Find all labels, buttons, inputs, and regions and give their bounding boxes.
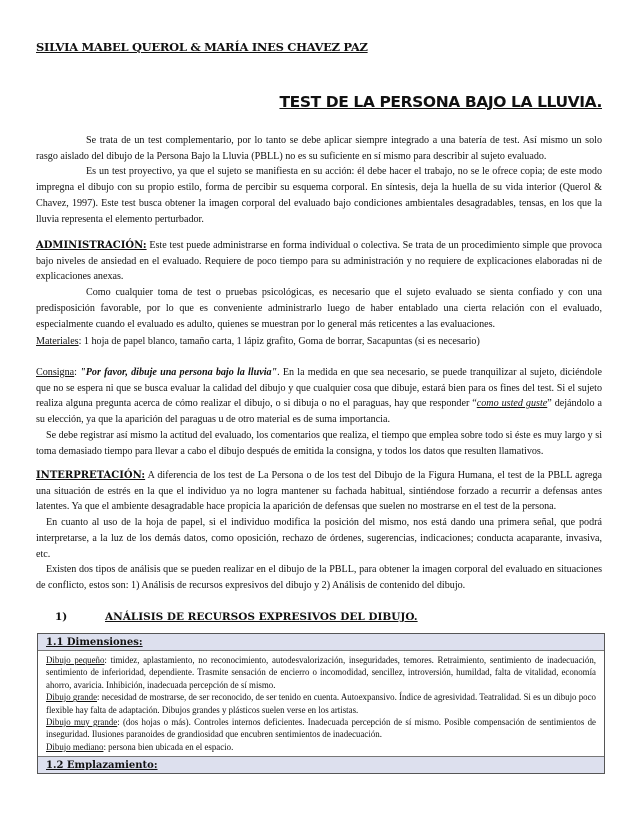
authors-header: SILVIA MABEL QUEROL & MARÍA INES CHAVEZ PAZ <box>36 40 368 54</box>
table-row <box>46 741 596 753</box>
consigna-colon: : <box>74 367 81 378</box>
analysis-table <box>37 633 605 774</box>
section-1-number: 1) <box>55 611 68 623</box>
section-1-heading <box>55 611 418 623</box>
intro-paragraph-2: Es un test proyectivo, ya que el sujeto se manifiesta en su acción: él debe hacer el trabajo, no se le ofrece copia; de este modo impregna el dibujo con su propio estilo, forma de percibir su esquema corporal. En síntesis, deja la huella de su vida interior (Querol & Chavez, 1997). Este test busca obtener la imagen corporal del evaluado bajo condiciones ambientales desagradables, tensas, en los que la lluvia representa el elemento perturbador. <box>36 166 602 225</box>
consigna-paragraph-2: Se debe registrar así mismo la actitud del evaluado, los comentarios que realiza, el tiempo que emplea sobre todo si éste es muy largo y si toma demasiado tiempo para llevar a cabo el dibujo después de emitida la consigna, y todos los datos que resulten llamativos. <box>36 429 602 457</box>
table-head-emplazamiento <box>38 757 604 773</box>
table-head-dimensiones-text: 1.1 Dimensiones: <box>46 637 143 648</box>
consigna-label: Consigna <box>36 367 75 378</box>
administracion-label: ADMINISTRACIÓN: <box>36 240 147 251</box>
materiales-label: Materiales <box>36 336 79 347</box>
row-label: Dibujo muy grande <box>46 717 118 728</box>
table-row <box>46 691 596 716</box>
administracion-paragraph-2: Como cualquier toma de test o pruebas psicológicas, es necesario que el sujeto evaluado se sienta confiado y con una predisposición favorable, por lo que es conveniente administrarlo luego de haber entablado una cierta relación con el evaluado, especialmente cuando el evaluado es adulto, quienes se muestran por lo general más reticentes a las evaluaciones. <box>36 287 602 330</box>
row-text: : (dos hojas o más). Controles internos deficientes. Inadecuada percepción de sí mismo. Posible compensación de sentimientos de inseguridad. Ilusiones paranoides de grandiosidad que encubren sentimientos de inadecuación. <box>46 717 596 740</box>
interpretacion-label: INTERPRETACIÓN: <box>36 470 146 481</box>
intro-paragraph-1: Se trata de un test complementario, por lo tanto se debe aplicar siempre integrado a una batería de test. Así mismo un solo rasgo aislado del dibujo de la Persona Bajo la Lluvia (PBLL) no es su suficiente en sí mismo para describir al sujeto evaluado. <box>36 135 602 162</box>
consigna-text-2: ” dejándolo a su elección, ya que la aparición del paraguas u de otro material es de suma importancia. <box>36 398 602 426</box>
interpretacion-section <box>36 468 602 594</box>
table-row <box>46 654 596 691</box>
section-1-title: ANÁLISIS DE RECURSOS EXPRESIVOS DEL DIBUJO. <box>105 611 418 623</box>
materiales-paragraph <box>36 334 602 350</box>
row-label: Dibujo mediano <box>46 741 104 752</box>
document-title: TEST DE LA PERSONA BAJO LA LLUVIA. <box>279 93 602 111</box>
row-text: : persona bien ubicada en el espacio. <box>103 741 234 752</box>
consigna-paragraph-1 <box>36 365 602 428</box>
row-label: Dibujo grande <box>46 692 98 703</box>
table-row <box>46 716 596 741</box>
row-label: Dibujo pequeño <box>46 655 105 665</box>
interpretacion-text: A diferencia de los test de La Persona o de los test del Dibujo de la Figura Humana, el test de la PBLL agrega una situación de estrés en la que el individuo ya no logra mantener su fachada habitual, sintiéndose forzado a recurrir a defensas antes latentes. Ya que el ambiente desagradable hace propicia la aparición de defensas que suelen no mostrarse en el test de la persona. <box>36 470 602 513</box>
row-text: : timidez, aplastamiento, no reconocimiento, autodesvalorización, inseguridades, temores. Retraimiento, sentimiento de inadecuación, sentimiento de inferioridad, dependiente. Trasmite sensación de encierro o incomodidad, sencillez, introversión, humildad, falta de vitalidad, economía ahorro, avaricia. Inhibición, inadecuada percepción de sí mismo. <box>46 655 596 690</box>
interpretacion-paragraph-3: Existen dos tipos de análisis que se pueden realizar en el dibujo de la PBLL, para obtener la imagen corporal del evaluado en situaciones de conflicto, estos son: 1) Análisis de recursos expresivos del dibujo y 2) Análisis de contenido del dibujo. <box>36 564 602 591</box>
intro-section <box>36 133 602 227</box>
interpretacion-paragraph-2: En cuanto al uso de la hoja de papel, si el individuo modifica la posición del mismo, nos está dando una primera señal, que podrá interpretarse, a la luz de los demás datos, como oposición, rechazo de órdenes, sugerencias, indicaciones; conducta acaparante, invasiva, etc. <box>36 517 602 560</box>
row-text: : necesidad de mostrarse, de ser reconocido, de ser tenido en cuenta. Autoexpansivo. Índice de agresividad. Teatralidad. Si es un dibujo poco flexible hay falta de adaptación. Dibujos grandes y plásticos suelen verse en los artistas. <box>46 692 596 715</box>
administracion-paragraph-1 <box>36 238 602 285</box>
materiales-text: : 1 hoja de papel blanco, tamaño carta, 1 lápiz grafito, Goma de borrar, Sacapuntas (si es necesario) <box>78 336 480 347</box>
table-head-dimensiones <box>38 634 604 651</box>
consigna-text-1: . En la medida en que sea necesario, se puede tranquilizar al sujeto, diciéndole que no se espera ni que se busca evaluar la calidad del dibujo y que cualquier cosa que dibuje, estará bien para os fines del test. Si el sujeto realiza alguna pregunta acerca de cómo realizar el dibujo, o si dibuja o no el paraguas, hay que responder “ <box>36 367 602 410</box>
materiales-section <box>36 334 602 350</box>
administracion-section <box>36 238 602 332</box>
consigna-quote: "Por favor, dibuje una persona bajo la lluvia" <box>80 367 278 378</box>
interpretacion-paragraph-1 <box>36 468 602 515</box>
table-head-emplazamiento-text: 1.2 Emplazamiento: <box>46 760 158 772</box>
consigna-italic: como usted guste <box>476 398 548 410</box>
administracion-text: Este test puede administrarse en forma individual o colectiva. Se trata de un procedimiento simple que provoca bajo niveles de ansiedad en el evaluado. Requiere de poco tiempo para su administración y no requiere de explicaciones elaboradas ni de explicaciones anexas. <box>36 240 602 283</box>
table-cell-dimensiones <box>38 651 604 757</box>
consigna-section <box>36 365 602 459</box>
